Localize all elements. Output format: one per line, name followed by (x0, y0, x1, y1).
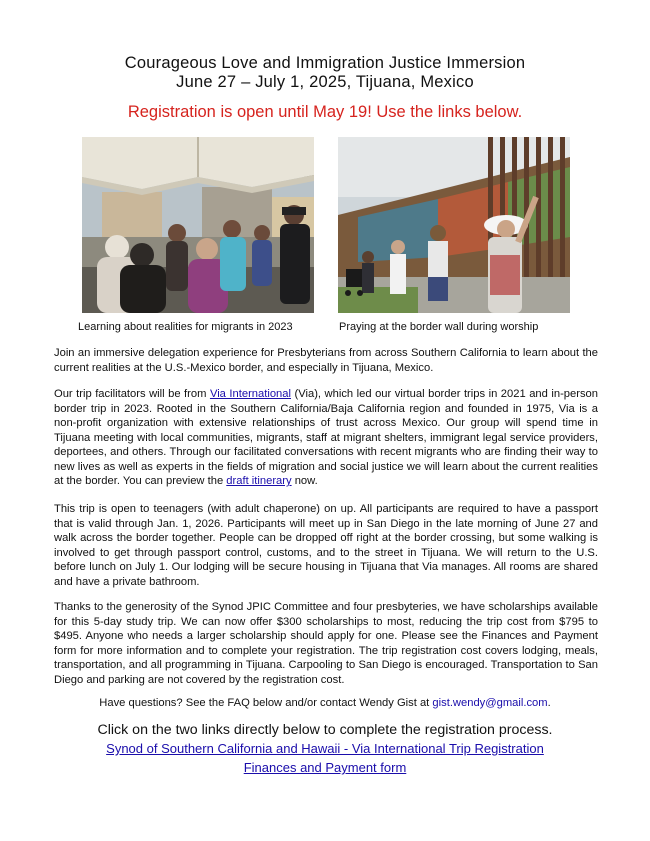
scholarships-paragraph: Thanks to the generosity of the Synod JPIC Committee and four presbyteries, we have scholarships available for this 5-day study trip. We can now offer $300 scholarships to most, reducing the trip cost from $795 to $495. Anyone who needs a larger scholarship should apply for one. Please see the Finances and Payment form for more information and to complete your registration. The trip registration cost covers lodging, meals, transportation, and all programming in Tijuana. Carpooling to San Diego is encouraged. Transportation to San Diego and parking are not covered by the registration cost. (54, 601, 598, 686)
event-dates: June 27 – July 1, 2025, Tijuana, Mexico (176, 73, 474, 91)
via-international-link[interactable]: Via International (209, 388, 291, 400)
via-trip-registration-link[interactable]: Synod of Southern California and Hawaii - Via International Trip Registration (106, 741, 544, 756)
facilitators-paragraph (54, 387, 598, 489)
facilitators-text-start: Our trip facilitators will be from (54, 388, 210, 400)
photo-migrant-meeting-image (82, 137, 314, 313)
logistics-paragraph: This trip is open to teenagers (with adult chaperone) on up. All participants are required to have a passport that is valid through Jan. 1, 2026. Participants will meet up in San Diego in the late morning of June 27 and walk across the border together. People can be dropped off right at the border crossing, but some walking is involved to get through passport control, customs, and to the street in Tijuana. We will return to the U.S. before lunch on July 1. Our lodging will be secure housing in Tijuana that Via manages. All rooms are shared and have a private bathroom. (54, 503, 598, 588)
photo-border-wall-image (338, 137, 570, 313)
contact-text: Have questions? See the FAQ below and/or contact Wendy Gist at (99, 697, 433, 709)
contact-line (0, 697, 650, 709)
payment-link-row (0, 760, 650, 775)
event-title: Courageous Love and Immigration Justice Immersion (124, 54, 526, 72)
contact-period: . (547, 697, 551, 709)
photo-migrant-meeting (82, 137, 314, 313)
photo-border-wall (338, 137, 570, 313)
facilitators-text-main: (Via), which led our virtual border trips in 2021 and in-person border trip in 2023. Rooted in the Southern California/Baja California region and founded in 1975, Via is a non-profit organization with extensive relationships of trust across Mexico. Our group will spend time in Tijuana meeting with local communities, migrants, staff at migrant shelters, immigrant legal service providers, deportees, and others. Through our facilitated conversations with recent migrants who are finding their way to new lives as well as experts in the fields of migration and social justice we will learn about the current realities at the border. You can preview the (54, 388, 598, 487)
intro-paragraph: Join an immersive delegation experience for Presbyterians from across Southern California to learn about the current realities at the U.S.-Mexico border, and especially in Tijuana, Mexico. (54, 347, 598, 374)
finances-payment-form-link[interactable]: Finances and Payment form (243, 760, 407, 775)
registration-notice: Registration is open until May 19! Use the links below. (127, 103, 523, 121)
contact-email-link[interactable]: gist.wendy@gmail.com (432, 697, 548, 709)
registration-instruction: Click on the two links directly below to complete the registration process. (97, 722, 553, 738)
photo-caption-wall: Praying at the border wall during worship (339, 321, 539, 333)
registration-link-row (0, 741, 650, 756)
draft-itinerary-link[interactable]: draft itinerary (226, 475, 292, 487)
facilitators-text-end: now. (291, 475, 318, 487)
photo-caption-meeting: Learning about realities for migrants in 2023 (78, 321, 293, 333)
